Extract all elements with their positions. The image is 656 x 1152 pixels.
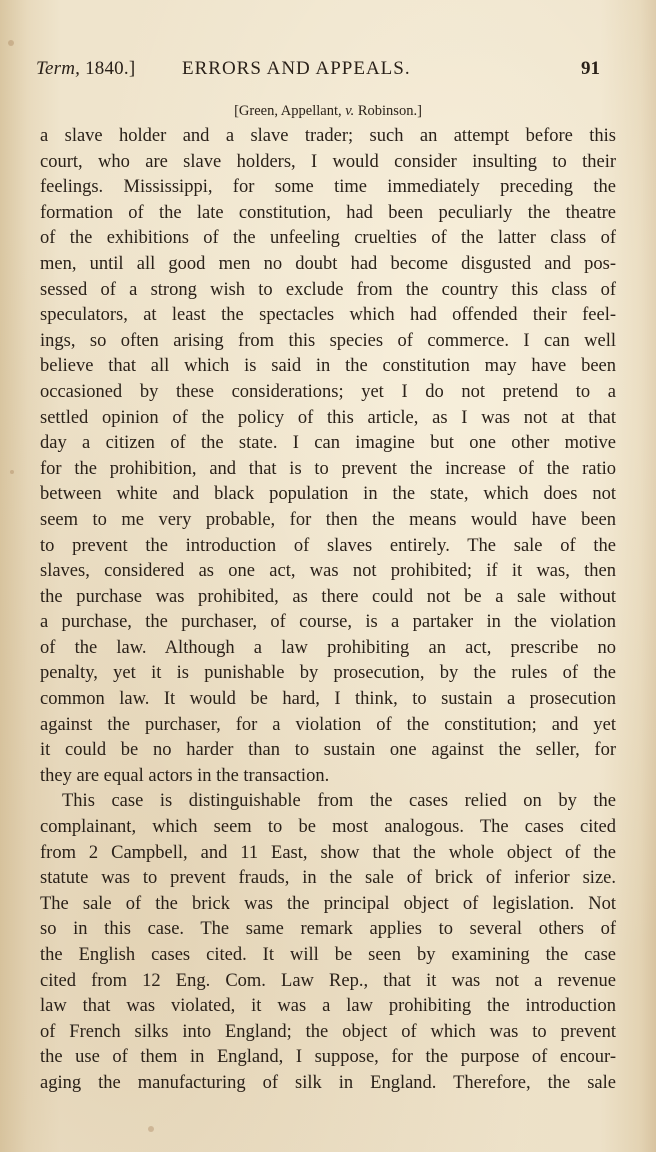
text-line: it could be no harder than to sustain one against the seller, for [40,740,616,761]
text-line: of French silks into England; the object of which was to prevent [40,1021,616,1042]
text-line: aging the manufacturing of silk in England. Therefore, the sale [40,1072,616,1093]
text-line: a slave holder and a slave trader; such an attempt before this [40,126,616,146]
text-line-paragraph-start: This case is distinguishable from the cases relied on by the [62,791,616,812]
text-line: the English cases cited. It will be seen by examining the case [40,945,616,965]
page-number: 91 [581,58,600,79]
text-line: statute was to prevent frauds, in the sale of brick of inferior size. [40,868,616,889]
text-line: between white and black population in the state, which does not [40,484,616,505]
text-line: day a citizen of the state. I can imagine but one other motive [40,433,616,454]
text-line: against the purchaser, for a violation of the constitution; and yet [40,714,616,735]
text-line: sessed of a strong wish to exclude from the country this class of [40,279,616,300]
case-caption-versus: v. [345,103,355,119]
text-line: the use of them in England, I suppose, for the purpose of encour- [40,1047,616,1068]
text-line: occasioned by these considerations; yet I do not pretend to a [40,381,616,402]
text-line: court, who are slave holders, I would consider insulting to their [40,151,616,172]
ink-spot [8,40,14,46]
text-line: feelings. Mississippi, for some time immediately preceding the [40,177,616,198]
text-line: law that was violated, it was a law prohibiting the introduction [40,996,616,1017]
text-line: from 2 Campbell, and 11 East, show that the whole object of the [40,842,616,863]
text-line: men, until all good men no doubt had become disgusted and pos- [40,253,616,274]
text-line: a purchase, the purchaser, of course, is a partaker in the violation [40,612,616,633]
case-caption [0,103,656,120]
text-line: formation of the late constitution, had been peculiarly the theatre [40,202,616,223]
text-line: settled opinion of the policy of this article, as I was not at that [40,407,616,428]
text-line: cited from 12 Eng. Com. Law Rep., that it was not a revenue [40,970,616,991]
text-line: The sale of the brick was the principal object of legislation. Not [40,893,616,914]
text-line: for the prohibition, and that is to prevent the increase of the ratio [40,458,616,479]
text-line: so in this case. The same remark applies to several others of [40,919,616,940]
text-line: of the exhibitions of the unfeeling cruelties of the latter class of [40,228,616,249]
header-running-title: ERRORS AND APPEALS. [182,58,411,79]
text-line: the purchase was prohibited, as there could not be a sale without [40,586,616,607]
text-line: ings, so often arising from this species of commerce. I can well [40,330,616,351]
header-term-label: Term, [36,58,81,79]
text-line: slaves, considered as one act, was not prohibited; if it was, then [40,561,616,582]
ink-spot [10,470,14,474]
case-caption-close: Robinson.] [354,103,422,119]
text-line: complainant, which seem to be most analogous. The cases cited [40,817,616,838]
text-line: seem to me very probable, for then the means would have been [40,509,616,530]
text-line: believe that all which is said in the constitution may have been [40,356,616,377]
text-line-paragraph-end: they are equal actors in the transaction. [40,765,330,786]
text-line: penalty, yet it is punishable by prosecution, by the rules of the [40,663,616,684]
text-line: to prevent the introduction of slaves entirely. The sale of the [40,535,616,556]
text-line: of the law. Although a law prohibiting an act, prescribe no [40,637,616,658]
header-term [36,58,135,80]
body-text [40,124,616,1097]
header-term-year: 1840.] [85,58,136,79]
case-caption-open: [Green, Appellant, [234,103,346,119]
running-header [36,58,600,84]
ink-spot [148,1126,154,1132]
text-line: common law. It would be hard, I think, to sustain a prosecution [40,689,616,710]
text-line: speculators, at least the spectacles which had offended their feel- [40,305,616,326]
